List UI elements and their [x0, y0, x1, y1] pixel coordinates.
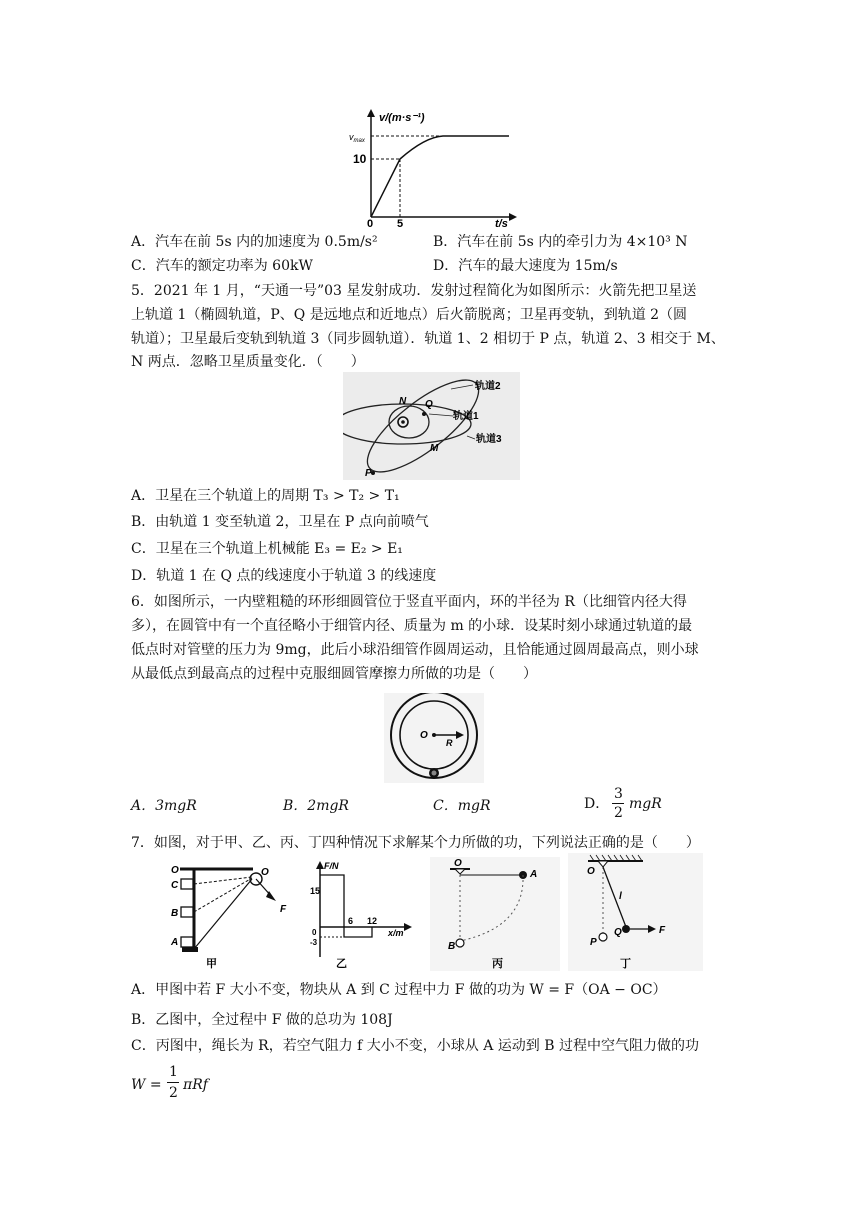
- bing-o-label: O: [454, 858, 462, 869]
- jia-f-label: F: [280, 904, 287, 915]
- point-p-label: P: [365, 468, 372, 479]
- formula-prefix: W =: [131, 1077, 162, 1093]
- q7-option-c-formula: [131, 1062, 251, 1102]
- q7-option-c: C．丙图中，绳长为 R，若空气阻力 f 大小不变，小球从 A 运动到 B 过程中空气阻力做的功: [131, 1038, 699, 1054]
- jia-b-label: B: [171, 908, 179, 919]
- ding-q-label: Q: [614, 927, 622, 938]
- q6-stem-line-1: 6．如图所示，一内壁粗糙的环形细圆管位于竖直平面内，环的半径为 R（比细管内径大得: [131, 594, 687, 610]
- q6-stem-line-4: 从最低点到最高点的过程中克服细圆管摩擦力所做的功是（ ）: [131, 666, 537, 682]
- q6-option-a: A．3mgR: [131, 798, 197, 814]
- yi-ylabel: F/N: [324, 861, 339, 871]
- jia-o-label: O: [171, 865, 179, 876]
- formula-denominator: 2: [169, 1085, 178, 1101]
- ding-f-label: F: [659, 925, 666, 936]
- formula-numerator: 1: [169, 1064, 178, 1080]
- q5-option-a: A．卫星在三个轨道上的周期 T₃ > T₂ > T₁: [131, 488, 400, 504]
- figure-ding: [568, 853, 703, 971]
- q4-option-c: C．汽车的额定功率为 60kW: [131, 258, 313, 274]
- caption-yi: 乙: [336, 958, 347, 970]
- q6-option-d-tail: mgR: [629, 796, 662, 812]
- q5-stem-line-4: N 两点．忽略卫星质量变化．（ ）: [131, 354, 365, 370]
- q6-option-d-prefix: D．: [584, 796, 610, 812]
- ding-l-label: l: [619, 891, 622, 902]
- yi-tick-15: 15: [310, 886, 321, 896]
- q4-option-d: D．汽车的最大速度为 15m/s: [433, 258, 618, 274]
- origin-label: 0: [367, 218, 374, 227]
- caption-jia: 甲: [206, 958, 217, 970]
- caption-bing: 丙: [492, 958, 503, 970]
- q7-option-b: B．乙图中，全过程中 F 做的总功为 108J: [131, 1012, 393, 1028]
- point-q-label: Q: [425, 399, 433, 410]
- q5-stem-line-2: 上轨道 1（椭圆轨道，P、Q 是远地点和近地点）后火箭脱离；卫星再变轨，到轨道 2（圆: [131, 307, 688, 323]
- q7-stem: 7．如图，对于甲、乙、丙、丁四种情况下求解某个力所做的功，下列说法正确的是（ ）: [131, 835, 700, 851]
- point-n-label: N: [399, 396, 407, 407]
- bing-a-label: A: [530, 869, 538, 880]
- x-axis-label: t/s: [495, 218, 508, 227]
- x-tick-5: 5: [397, 218, 404, 227]
- q4-option-a: A．汽车在前 5s 内的加速度为 0.5m/s²: [131, 234, 378, 250]
- vt-graph-figure: [345, 107, 520, 227]
- yi-tick-6: 6: [348, 916, 354, 926]
- radius-r-label: R: [446, 738, 453, 748]
- orbit-figure: [343, 372, 520, 480]
- q5-option-c: C．卫星在三个轨道上机械能 E₃ = E₂ > E₁: [131, 541, 403, 557]
- ding-o-label: O: [587, 866, 595, 877]
- q6-option-b: B．2mgR: [283, 798, 349, 814]
- circular-tube-figure: [384, 693, 484, 783]
- jia-c-label: C: [171, 880, 179, 891]
- q6-stem-line-2: 多），在圆管中有一个直径略小于细管内径、质量为 m 的小球．设某时刻小球通过轨道的最: [131, 618, 693, 634]
- orbit-3-label: 轨道3: [476, 434, 502, 445]
- q5-option-d: D．轨道 1 在 Q 点的线速度小于轨道 3 的线速度: [131, 568, 437, 584]
- orbit-2-label: 轨道2: [475, 381, 501, 392]
- q6-option-d-denominator: 2: [614, 805, 623, 821]
- fraction-bar: [612, 803, 624, 804]
- q5-option-b: B．由轨道 1 变至轨道 2，卫星在 P 点向前喷气: [131, 514, 429, 530]
- q4-option-b: B．汽车在前 5s 内的牵引力为 4×10³ N: [433, 234, 688, 250]
- formula-tail: πRf: [183, 1077, 208, 1093]
- jia-a-label: A: [171, 937, 179, 948]
- y-axis-label: v/(m·s⁻¹): [379, 112, 425, 124]
- bing-b-label: B: [448, 941, 456, 952]
- caption-ding: 丁: [620, 958, 631, 970]
- q6-option-c: C．mgR: [433, 798, 491, 814]
- q5-stem-line-3: 轨道）；卫星最后变轨到轨道 3（同步圆轨道）．轨道 1、2 相切于 P 点，轨道 2、3 相交于 M、: [131, 331, 725, 347]
- q6-stem-line-3: 低点时对管壁的压力为 9mg，此后小球沿细管作圆周运动，且恰能通过圆周最高点，则小球: [131, 642, 699, 658]
- figure-bing: [430, 857, 560, 971]
- vmax-label: $v_{max}$: [349, 132, 365, 144]
- q5-stem-line-1: 5．2021 年 1 月，“天通一号”03 星发射成功．发射过程简化为如图所示：火箭先把卫星送: [131, 283, 697, 299]
- point-m-label: M: [430, 443, 439, 454]
- yi-tick-0: 0: [312, 928, 317, 937]
- yi-tick-12: 12: [367, 916, 378, 926]
- yi-tick-minus3: -3: [310, 938, 318, 947]
- orbit-1-label: 轨道1: [453, 411, 479, 422]
- jia-pulley-o-label: O: [261, 867, 269, 878]
- yi-xlabel: x/m: [388, 928, 404, 938]
- y-tick-10: 10: [353, 152, 367, 166]
- center-o-label: O: [420, 730, 428, 741]
- figure-jia: [168, 857, 298, 971]
- figure-yi: [310, 857, 420, 971]
- ding-p-label: P: [590, 937, 597, 948]
- q6-option-d-numerator: 3: [614, 786, 623, 802]
- q7-option-a: A．甲图中若 F 大小不变，物块从 A 到 C 过程中力 F 做的功为 W = F（OA − OC）: [131, 982, 667, 998]
